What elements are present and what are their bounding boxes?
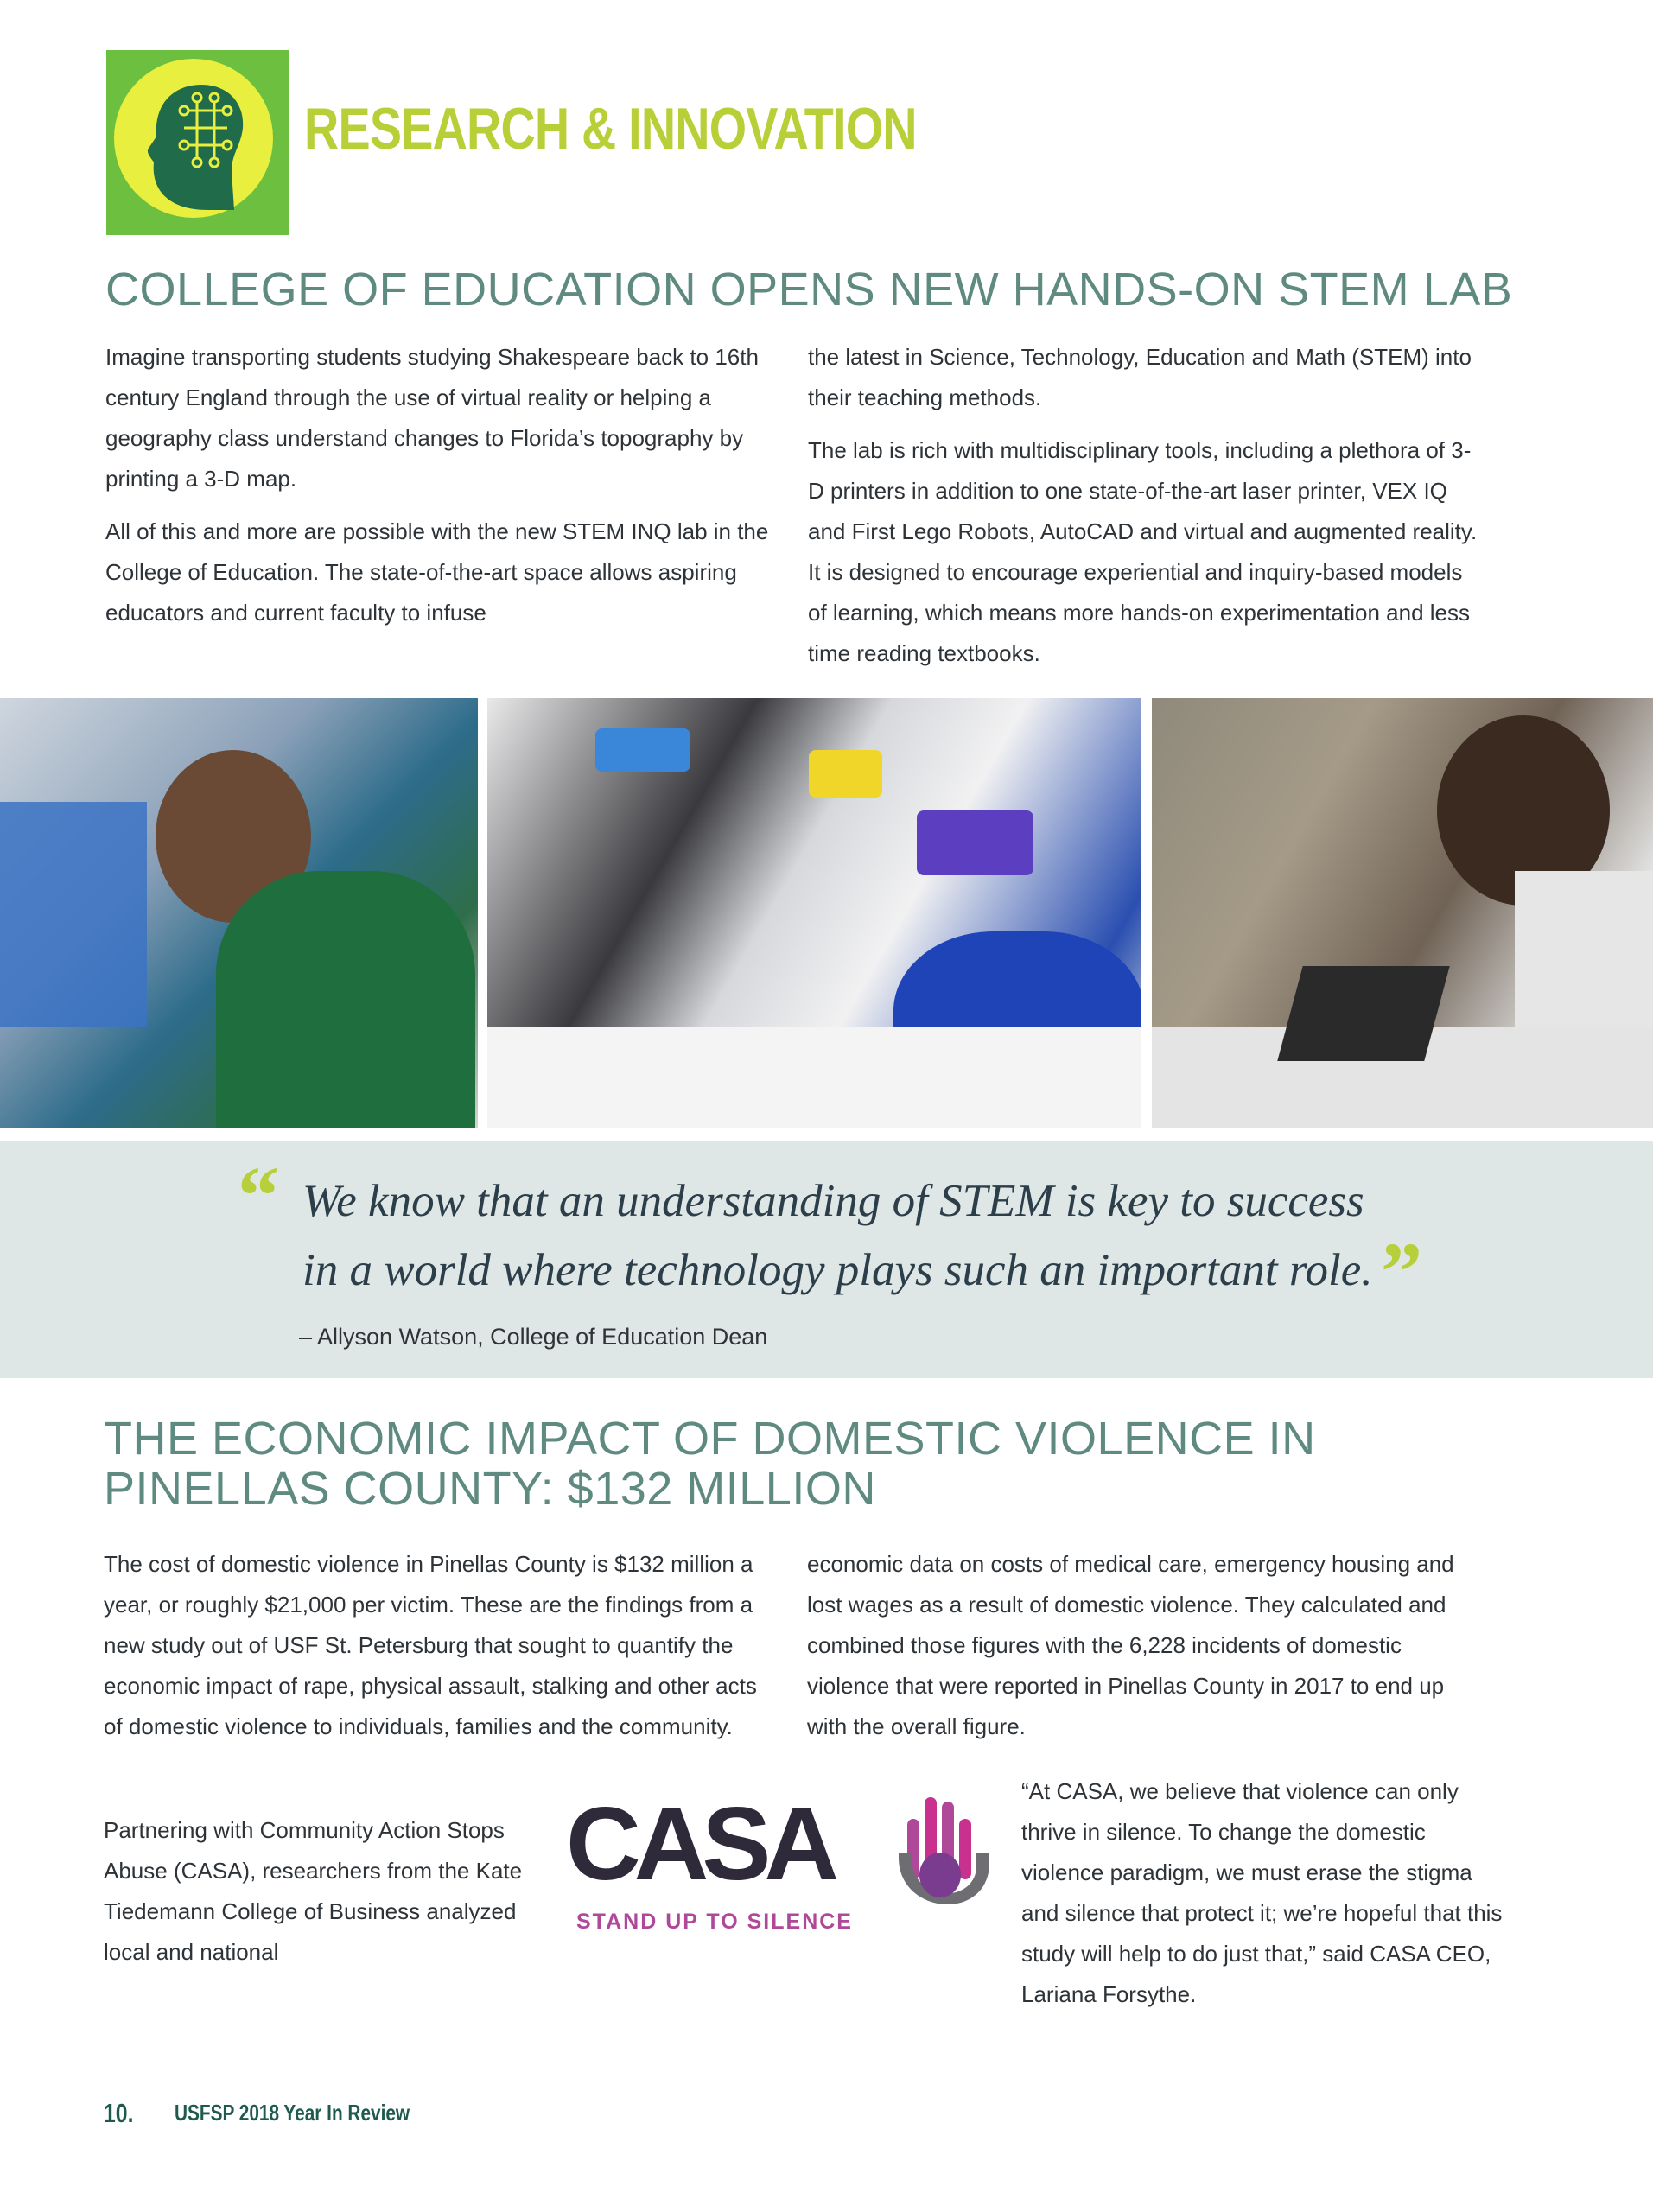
section-title: RESEARCH & INNOVATION	[304, 96, 917, 162]
article-headline: COLLEGE OF EDUCATION OPENS NEW HANDS-ON STEM LAB	[105, 264, 1513, 315]
article-column-left	[105, 337, 779, 645]
paragraph: Partnering with Community Action Stops Abuse (CASA), researchers from the Kate Tiedemann College of Business analyzed local and national	[104, 1817, 523, 1965]
quote-attribution: – Allyson Watson, College of Education Dean	[299, 1324, 768, 1350]
page-number: 10.	[104, 2098, 134, 2128]
headline-line: PINELLAS COUNTY: $132 MILLION	[104, 1463, 876, 1515]
paragraph: The cost of domestic violence in Pinellas County is $132 million a year, or roughly $21,000 per victim. These are the findings from a new study out of USF St. Petersburg that sought to quantify the economic impact of rape, physical assault, stalking and other acts of domestic violence to individuals, families and the community.	[104, 1551, 757, 1739]
article-column-right	[807, 1544, 1481, 1759]
pull-quote	[0, 1141, 1653, 1378]
raised-hand-icon	[890, 1793, 998, 1931]
publication-title: USFSP 2018 Year In Review	[175, 2100, 410, 2126]
casa-logo	[566, 1786, 998, 1940]
open-quote-mark: “	[238, 1149, 279, 1242]
article-column-right	[808, 337, 1482, 686]
quote-line: We know that an understanding of STEM is key to success	[302, 1176, 1364, 1226]
casa-tagline: STAND UP TO SILENCE	[576, 1910, 853, 1934]
article-headline	[104, 1414, 1316, 1514]
close-quote-mark: ”	[1381, 1225, 1422, 1318]
casa-wordmark: CASA	[566, 1786, 833, 1902]
headline-line: THE ECONOMIC IMPACT OF DOMESTIC VIOLENCE IN	[104, 1413, 1316, 1465]
brain-circuit-head-icon	[106, 50, 289, 235]
article-column-left	[104, 1544, 778, 1759]
paragraph: The lab is rich with multidisciplinary tools, including a plethora of 3-D printers in addition to one state-of-the-art laser printer, VEX IQ and First Lego Robots, AutoCAD and virtual and augmented reality. It is designed to encourage experiential and inquiry-based models of learning, which means more hands-on experimentation and less time reading textbooks.	[808, 437, 1478, 666]
paragraph: All of this and more are possible with the new STEM INQ lab in the College of Education. The state-of-the-art space allows aspiring educators and current faculty to infuse	[105, 518, 769, 626]
photo-3d-printer-lab	[0, 698, 478, 1128]
paragraph: economic data on costs of medical care, emergency housing and lost wages as a result of domestic violence. They calculated and combined those figures with the 6,228 incidents of domestic violence that were reported in Pinellas County in 2017 to end up with the overall figure.	[807, 1551, 1454, 1739]
photo-students-vr-headsets	[487, 698, 1141, 1128]
quote-line: in a world where technology plays such an important role.	[302, 1245, 1373, 1295]
quote-text	[302, 1166, 1512, 1305]
paragraph: Imagine transporting students studying Shakespeare back to 16th century England through the use of virtual reality or helping a geography class understand changes to Florida’s topography by printing a 3-D map.	[105, 344, 759, 492]
photo-robotics-laptop	[1152, 698, 1653, 1128]
paragraph: the latest in Science, Technology, Education and Math (STEM) into their teaching methods.	[808, 344, 1472, 410]
paragraph: “At CASA, we believe that violence can only thrive in silence. To change the domestic violence paradigm, we must erase the stigma and silence that protect it; we’re hopeful that this study will help to do just that,” said CASA CEO, Lariana Forsythe.	[1021, 1778, 1503, 2007]
